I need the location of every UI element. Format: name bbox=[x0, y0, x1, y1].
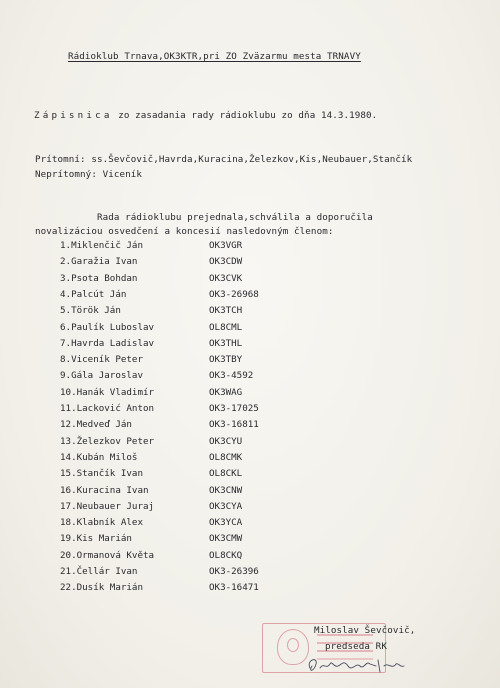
member-callsign: OL8CKL bbox=[209, 468, 243, 480]
member-row bbox=[0, 387, 500, 403]
member-name: 17.Neubauer Juraj bbox=[60, 500, 155, 512]
member-name: 22.Dusík Marián bbox=[60, 582, 143, 594]
member-name: 6.Paulík Luboslav bbox=[60, 321, 155, 333]
member-row bbox=[0, 436, 500, 452]
member-name: 9.Gála Jaroslav bbox=[60, 370, 143, 382]
member-callsign: OK3YCA bbox=[209, 517, 243, 529]
member-callsign: OK3-26396 bbox=[209, 566, 259, 577]
member-callsign: OL8CML bbox=[209, 321, 243, 333]
present-list: Prítomní: ss.Ševčovič,Havrda,Kuracina,Železkov,Kis,Neubauer,Stančík bbox=[35, 154, 413, 165]
member-row bbox=[0, 322, 500, 338]
member-row bbox=[0, 370, 500, 386]
member-name: 13.Železkov Peter bbox=[60, 435, 155, 447]
member-row bbox=[0, 354, 500, 370]
absent-list: Neprítomný: Viceník bbox=[35, 169, 142, 180]
member-name: 5.Török Ján bbox=[60, 305, 121, 317]
member-callsign: OL8CKQ bbox=[209, 549, 243, 561]
member-name: 18.Klabník Alex bbox=[60, 517, 143, 529]
document-title bbox=[34, 111, 377, 120]
member-name: 16.Kuracina Ivan bbox=[60, 484, 149, 496]
member-callsign: OK3CMW bbox=[209, 533, 243, 545]
member-callsign: OK3CYU bbox=[209, 435, 243, 447]
member-callsign: OK3CVK bbox=[209, 272, 243, 284]
member-row bbox=[0, 517, 500, 533]
member-callsign: OK3-4592 bbox=[209, 370, 254, 382]
handwritten-signature bbox=[304, 654, 414, 676]
member-row bbox=[0, 273, 500, 289]
member-row bbox=[0, 550, 500, 566]
member-name: 15.Stančík Ivan bbox=[60, 468, 143, 480]
document-header: Rádioklub Trnava,OK3KTR,pri ZO Zväzarmu mesta TRNAVY bbox=[68, 51, 361, 62]
member-name: 19.Kis Marián bbox=[60, 533, 132, 545]
member-callsign: OK3-17025 bbox=[209, 403, 259, 414]
stamp-emblem-icon bbox=[287, 638, 299, 652]
member-callsign: OK3THL bbox=[209, 337, 243, 349]
member-row bbox=[0, 305, 500, 321]
signatory-name: Miloslav Ševčovič, bbox=[314, 625, 416, 636]
member-callsign: OK3CDW bbox=[209, 256, 243, 268]
intro-line-1: Rada rádioklubu prejednala,schválila a doporučila bbox=[97, 212, 373, 223]
title-rest: zo zasadania rady rádioklubu zo dňa 14.3.1980. bbox=[112, 110, 378, 121]
member-name: 7.Havrda Ladislav bbox=[60, 337, 155, 349]
member-callsign: OK3-16811 bbox=[209, 419, 259, 431]
member-name: 14.Kubán Miloš bbox=[60, 451, 138, 463]
member-callsign: OK3WAG bbox=[209, 386, 243, 398]
member-row bbox=[0, 338, 500, 354]
member-name: 4.Palcút Ján bbox=[60, 288, 127, 300]
member-name: 3.Psota Bohdan bbox=[60, 272, 138, 284]
member-row bbox=[0, 582, 500, 598]
member-callsign: OK3-16471 bbox=[209, 582, 259, 594]
intro-line-2: novalizáciou osvedčení a koncesií nasledovným členom: bbox=[35, 226, 334, 237]
title-spaced-word: Zápisnica bbox=[34, 110, 113, 121]
member-row bbox=[0, 403, 500, 419]
member-row bbox=[0, 240, 500, 256]
member-name: 21.Čellár Ivan bbox=[60, 566, 138, 577]
member-name: 8.Viceník Peter bbox=[60, 354, 143, 366]
member-callsign: OK3TBY bbox=[209, 354, 243, 366]
member-row bbox=[0, 452, 500, 468]
member-row bbox=[0, 533, 500, 549]
member-name: 1.Miklenčič Ján bbox=[60, 240, 143, 251]
member-name: 12.Medveď Ján bbox=[60, 419, 132, 431]
member-row bbox=[0, 566, 500, 582]
member-callsign: OK3VGR bbox=[209, 240, 243, 251]
member-row bbox=[0, 419, 500, 435]
member-callsign: OK3CYA bbox=[209, 500, 243, 512]
member-name: 2.Garažia Ivan bbox=[60, 256, 138, 268]
member-name: 20.Ormanová Květa bbox=[60, 549, 155, 561]
member-callsign: OK3CNW bbox=[209, 484, 243, 496]
member-row bbox=[0, 501, 500, 517]
member-row bbox=[0, 289, 500, 305]
member-row bbox=[0, 485, 500, 501]
member-row bbox=[0, 468, 500, 484]
member-name: 10.Hanák Vladimír bbox=[60, 386, 155, 398]
member-callsign: OK3-26968 bbox=[209, 288, 259, 300]
member-callsign: OK3TCH bbox=[209, 305, 243, 317]
member-row bbox=[0, 256, 500, 272]
member-name: 11.Lacković Anton bbox=[60, 403, 155, 414]
member-callsign: OL8CMK bbox=[209, 451, 243, 463]
signatory-role: predseda RK bbox=[325, 641, 387, 652]
